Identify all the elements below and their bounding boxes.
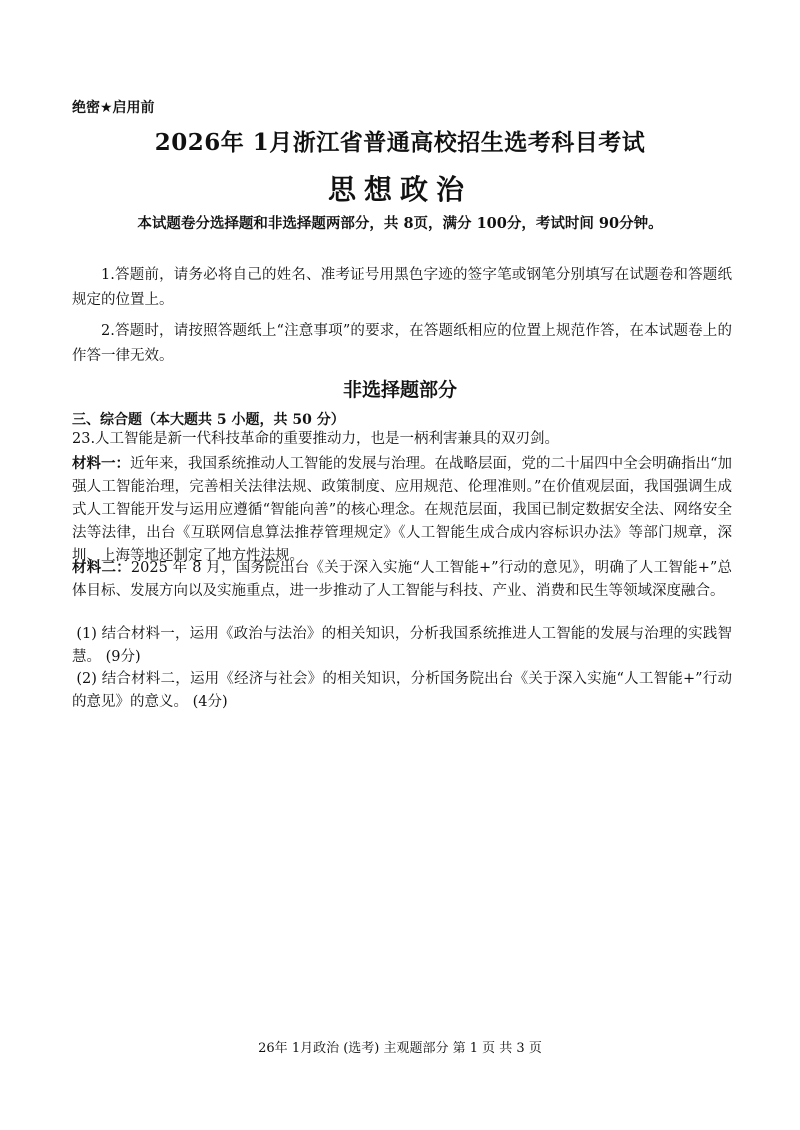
notice-item: 1.答题前，请务必将自己的姓名、准考证号用黑色字迹的签字笔或钢笔分别填写在试题卷和答题纸规定的位置上。 [72,267,732,308]
subject-title: 思想政治 [327,173,472,206]
exam-intro: 本试题卷分选择题和非选择题两部分，共 8页，满分 100分，考试时间 90分钟。 [137,215,663,232]
material-label: 材料一： [72,455,131,472]
sub-question: (1) 结合材料一，运用《政治与法治》的相关知识，分析我国系统推进人工智能的发展与治理的实践智慧。 (9分) [72,626,732,665]
notice-item: 2.答题时，请按照答题纸上“注意事项”的要求，在答题纸相应的位置上规范作答，在本试题卷上的作答一律无效。 [72,323,732,364]
part-title: 三、综合题 [72,412,142,428]
part-heading [72,409,345,429]
secret-label: 绝密★启用前 [72,100,155,116]
sub-question: (2) 结合材料二，运用《经济与社会》的相关知识，分析国务院出台《关于深入实施“人工智能+”行动的意见》的意义。 (4分) [72,671,732,710]
exam-title: 2026年 1月浙江省普通高校招生选考科目考试 [154,129,646,156]
material-two [72,556,732,603]
material-text: 近年来，我国系统推动人工智能的发展与治理。在战略层面，党的二十届四中全会明确指出“加强人工智能治理，完善相关法律法规、政策制度、应用规范、伦理准则。”在价值观层面，我国强调生成式人工智能开发与运用应遵循“智能向善”的核心理念。在规范层面，我国已制定数据安全法、网络安全法等法律，出台《互联网信息算法推荐管理规定》《人工智能生成合成内容标识办法》等部门规章，深圳、上海等地还制定了地方性法规。 [72,456,732,564]
material-one [72,452,732,568]
material-label: 材料二： [72,559,131,576]
part-note: （本大题共 5 小题，共 50 分） [142,412,345,428]
material-text: 2025 年 8 月，国务院出台《关于深入实施“人工智能+”行动的意见》，明确了人工智能+”总体目标、发展方向以及实施重点，进一步推动了人工智能与科技、产业、消费和民生等领域深度融合。 [72,560,733,599]
page-footer: 26年 1月政治 (选考) 主观题部分 第 1 页 共 3 页 [258,1041,542,1056]
section-heading: 非选择题部分 [342,379,457,401]
question-stem: 23.人工智能是新一代科技革命的重要推动力，也是一柄利害兼具的双刃剑。 [72,431,560,447]
